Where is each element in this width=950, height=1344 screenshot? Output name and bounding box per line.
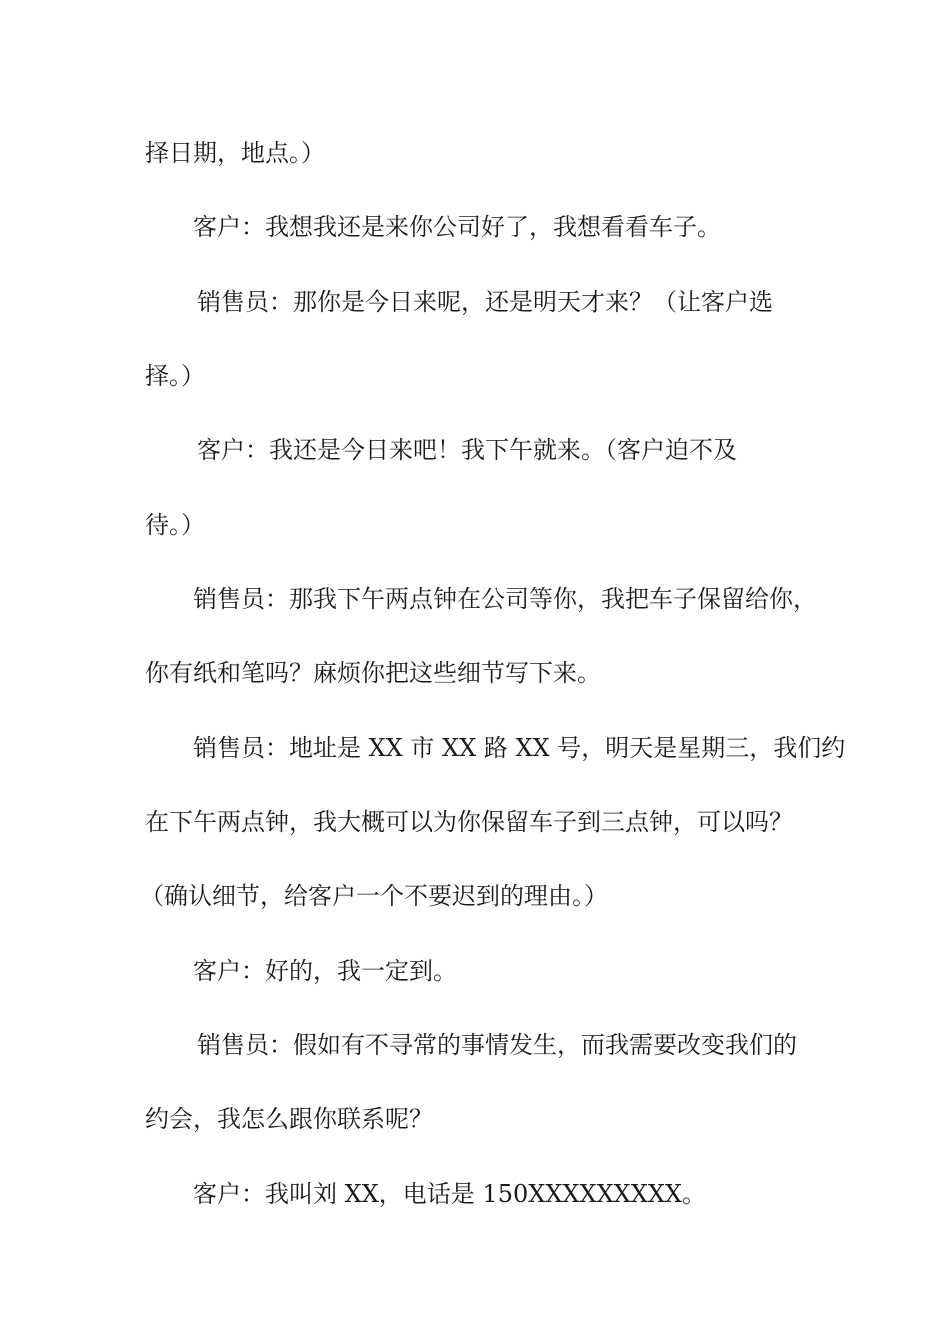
text-line-1: 择日期，地点。） — [145, 139, 325, 167]
text-line-8: 你有纸和笔吗？麻烦你把这些细节写下来。 — [145, 659, 601, 687]
text-line-13: 销售员：假如有不寻常的事情发生，而我需要改变我们的 — [197, 1031, 797, 1059]
text-line-9: 销售员：地址是 XX 市 XX 路 XX 号，明天是星期三，我们约 — [193, 734, 846, 762]
text-line-6: 待。） — [145, 511, 205, 539]
text-line-2: 客户：我想我还是来你公司好了，我想看看车子。 — [193, 213, 721, 241]
text-line-7: 销售员：那我下午两点钟在公司等你，我把车子保留给你， — [193, 585, 817, 613]
text-line-5: 客户：我还是今日来吧！我下午就来。（客户迫不及 — [197, 436, 737, 464]
text-line-12: 客户：好的，我一定到。 — [193, 957, 457, 985]
text-line-15: 客户：我叫刘 XX，电话是 150XXXXXXXXX。 — [193, 1180, 707, 1208]
text-line-10: 在下午两点钟，我大概可以为你保留车子到三点钟，可以吗？ — [145, 808, 793, 836]
text-line-11: （确认细节，给客户一个不要迟到的理由。） — [140, 882, 608, 910]
text-line-14: 约会，我怎么跟你联系呢？ — [145, 1105, 433, 1133]
text-line-4: 择。） — [145, 362, 205, 390]
text-line-3: 销售员：那你是今日来呢，还是明天才来？（让客户选 — [197, 288, 773, 316]
